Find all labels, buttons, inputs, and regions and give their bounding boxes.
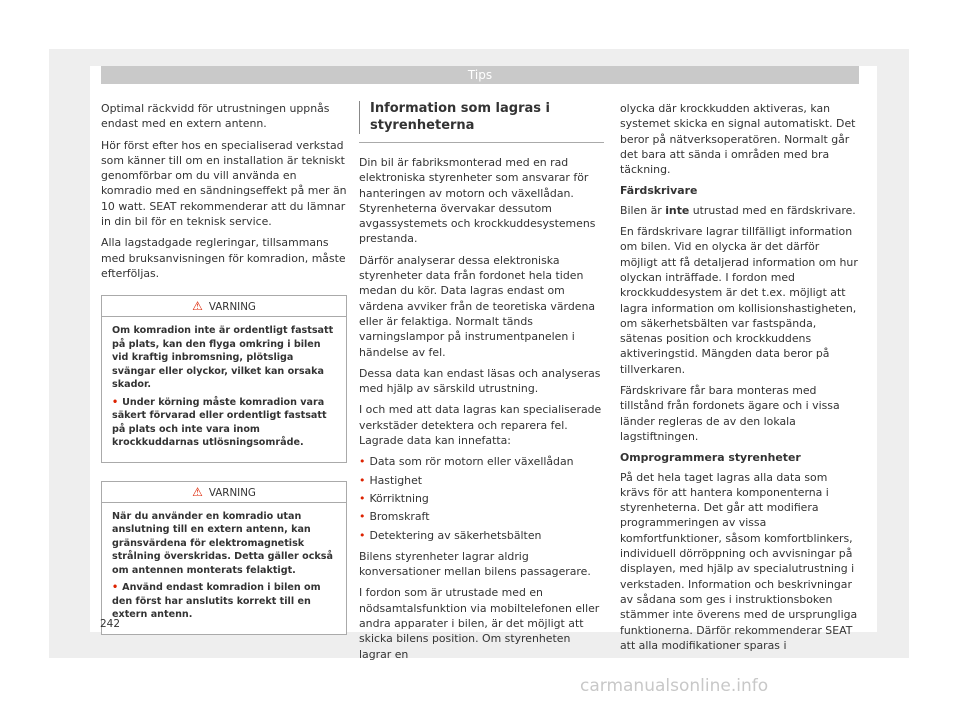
text-fragment: Bilen är [620, 203, 666, 217]
emphasis: inte [665, 203, 690, 217]
bullet-icon: • [359, 455, 366, 469]
paragraph: En färdskrivare lagrar tillfälligt information om bilen. Vid en olycka är det därför möjligt att få detaljerad information om hur olyckan inträffade. I fordon med krockkuddesystem är det t.ex. möjligt att lagra information om kollisionshastigheten, om säkerhetsbälten var fastspända, sätenas position och krockkuddens aktiveringstid. Mängden data beror på tillverkaren. [620, 225, 858, 376]
bullet-icon: • [359, 528, 366, 542]
bullet-icon: • [112, 582, 119, 594]
paragraph: Bilens styrenheter lagrar aldrig konversationer mellan bilens passagerare. [359, 549, 591, 579]
bullet-icon: • [359, 491, 366, 505]
list-item-text: Körriktning [369, 491, 429, 505]
subheading: Omprogrammera styrenheter [620, 451, 801, 465]
paragraph: Optimal räckvidd för utrustningen uppnås endast med en extern antenn. [101, 102, 330, 131]
paragraph: Alla lagstadgade regleringar, tillsammans med bruksanvisningen för komradion, måste efterföljas. [101, 236, 346, 280]
watermark: carmanualsonline.info [580, 676, 769, 696]
warning-header [102, 482, 346, 503]
warning-title: VARNING [208, 301, 256, 314]
warning-triangle-icon: ⚠ [192, 484, 203, 499]
warning-box [101, 295, 347, 463]
warning-bullet [112, 396, 336, 450]
warning-triangle-icon: ⚠ [192, 299, 203, 314]
warning-title: VARNING [208, 486, 256, 499]
subheading: Färdskrivare [620, 184, 698, 198]
warning-header [102, 296, 346, 317]
warning-box [101, 481, 347, 635]
paragraph: I och med att data lagras kan specialiserade verkstäder detektera och reparera fel. Lagrade data kan innefatta: [359, 403, 602, 448]
list-item [359, 454, 604, 469]
paragraph [620, 203, 860, 218]
paragraph: Din bil är fabriksmonterad med en rad elektroniska styrenheter som ansvarar för hanteringen av motorn och växellådan. Styrenheterna övervakar dessutom avgassystemets och krockkuddesystemens prestanda. [359, 156, 596, 246]
column-middle [359, 101, 604, 668]
bullet-icon: • [359, 473, 366, 487]
paragraph: På det hela taget lagras alla data som krävs för att hantera komponenterna i styrenheterna. Det går att modifiera programmeringen av vissa komfortfunktioner, såsom komfortblinkers, individuell dörröppning och avvisningar på displayen, med hjälp av specialutrustning i verkstaden. Information och beskrivningar av sådana som ges i instruktionsboken stämmer inte överens med de ursprungliga funktionerna. Därför rekommenderar SEAT att alla modifikationer sparas i [620, 470, 858, 652]
warning-bullet [112, 581, 336, 622]
bullet-icon: • [359, 510, 366, 524]
list-item [359, 491, 604, 506]
list-item-text: Hastighet [369, 473, 423, 487]
paragraph: Därför analyserar dessa elektroniska styrenheter data från fordonet hela tiden medan du kör. Data lagras endast om värdena avviker från de teoretiska värdena eller är felaktiga. Normalt tänds varningslampor på instrumentpanelen i händelse av fel. [359, 253, 596, 359]
list-item [359, 473, 604, 488]
column-left [101, 101, 347, 635]
list-item-text: Detektering av säkerhetsbälten [369, 528, 542, 542]
warning-bullet-text: Använd endast komradion i bilen om den först har anslutits korrekt till en extern antenn. [112, 582, 321, 621]
warning-text: När du använder en komradio utan anslutning till en extern antenn, kan gränsvärdena för elektromagnetisk strålning överskridas. Detta gäller också om antennen monterats felaktigt. [112, 510, 333, 576]
column-right [620, 101, 860, 659]
warning-text: Om komradion inte är ordentligt fastsatt på plats, kan den flyga omkring i bilen vid kraftig inbromsning, plötsliga svängar eller olyckor, vilket kan orsaka skador. [112, 325, 334, 391]
section-heading: Information som lagras i styrenheterna [359, 101, 604, 134]
list-item-text: Bromskraft [369, 510, 430, 524]
bullet-icon: • [112, 396, 119, 408]
warning-body [102, 503, 346, 634]
text-fragment: utrustad med en färdskrivare. [689, 203, 856, 217]
divider [359, 142, 604, 143]
paragraph: I fordon som är utrustade med en nödsamtalsfunktion via mobiltelefonen eller andra apparater i bilen, är det möjligt att skicka bilens position. Om styrenheten lagrar en [359, 586, 600, 661]
section-tab: Tips [101, 66, 859, 84]
list-item [359, 509, 604, 524]
page-number: 242 [100, 618, 121, 630]
warning-bullet-text: Under körning måste komradion vara säkert förvarad eller ordentligt fastsatt på plats och inte vara inom krockkuddarnas utlösningsområde. [112, 396, 327, 449]
list-item-text: Data som rör motorn eller växellådan [369, 455, 574, 469]
paragraph: Färdskrivare får bara monteras med tillstånd från fordonets ägare och i vissa länder regleras de av den lokala lagstiftningen. [620, 384, 840, 443]
data-list [359, 454, 604, 542]
list-item [359, 528, 604, 543]
paragraph: olycka där krockkudden aktiveras, kan systemet skicka en signal automatiskt. Det beror på nätverksoperatören. Normalt går det bara att sända i områden med bra täckning. [620, 102, 856, 177]
warning-body [102, 317, 346, 462]
paragraph: Hör först efter hos en specialiserad verkstad som känner till om en installation är tekniskt genomförbar om du vill använda en komradio med en sändningseffekt på mer än 10 watt. SEAT rekommenderar att du lämnar in din bil för en teknisk service. [101, 138, 347, 229]
paragraph: Dessa data kan endast läsas och analyseras med hjälp av särskild utrustning. [359, 366, 601, 396]
